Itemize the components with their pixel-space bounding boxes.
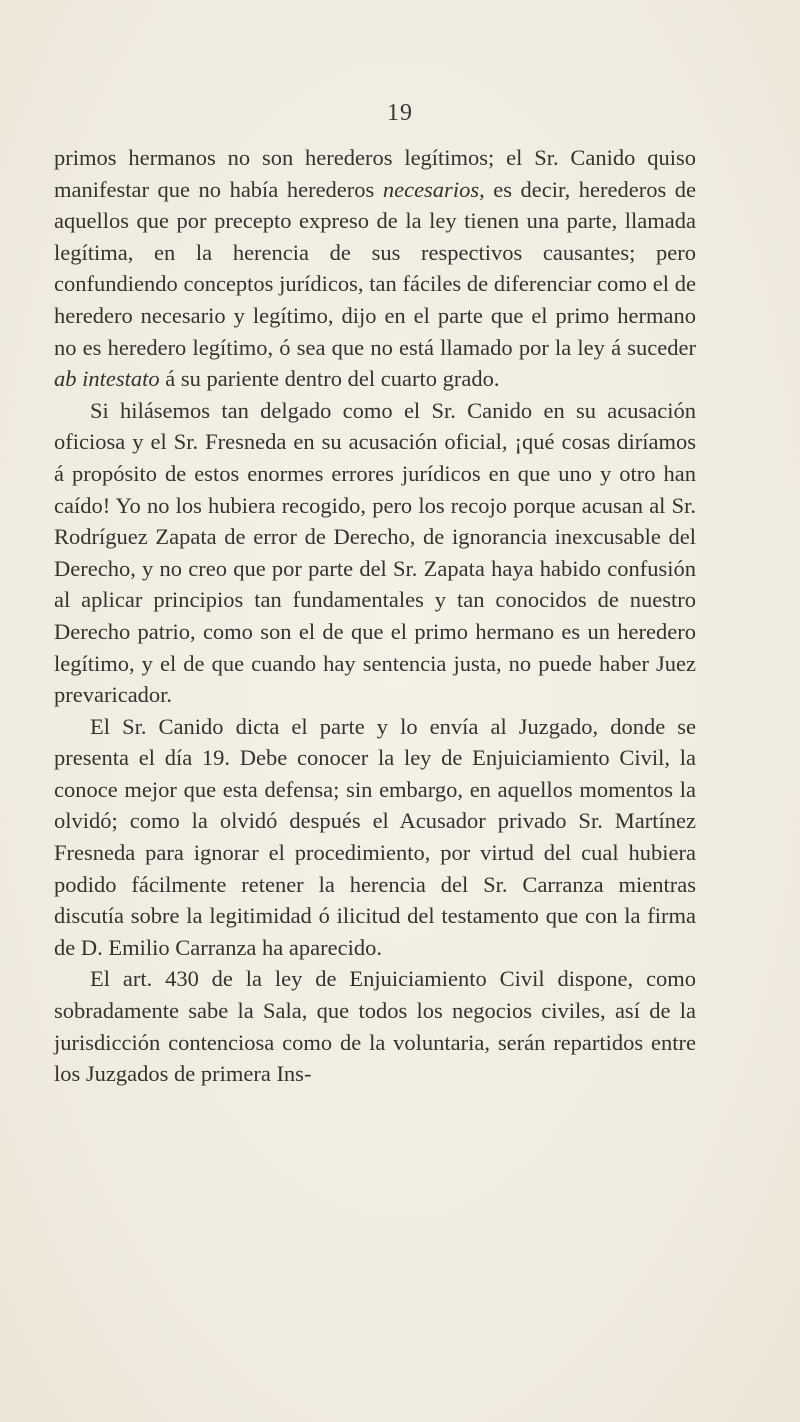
- page-number: 19: [387, 100, 413, 126]
- paragraph-1: [54, 142, 696, 395]
- paragraph-3: [54, 711, 696, 964]
- body-text: [54, 142, 696, 1090]
- italic-term-necesarios: necesarios: [382, 176, 480, 202]
- text-run: , es decir, herederos de aquellos que por precepto expreso de la ley tienen una parte, llamada legítima, en la herencia de sus respectivos causantes; pero confundiendo conceptos jurídicos, tan fáciles de diferenciar como el de heredero necesario y legítimo, dijo en el parte que el primo hermano no es heredero legítimo, ó sea que no está llamado por la ley á suceder: [54, 176, 696, 360]
- text-run: El art. 430 de la ley de Enjuiciamiento Civil dispone, como sobradamente sabe la Sala, que todos los negocios civiles, así de la jurisdicción contenciosa como de la voluntaria, serán repartidos entre los Juzgados de primera Ins-: [54, 966, 696, 1087]
- paragraph-4: [54, 963, 696, 1089]
- italic-term-ab-intestato: ab intestato: [54, 366, 160, 392]
- text-run: Si hilásemos tan delgado como el Sr. Canido en su acusación oficiosa y el Sr. Fresneda en su acusación oficial, ¡qué cosas diríamos á propósito de estos enormes errores jurídicos en que uno y otro han caído! Yo no los hubiera recogido, pero los recojo porque acusan al Sr. Rodríguez Zapata de error de Derecho, de ignorancia inexcusable del Derecho, y no creo que por parte del Sr. Zapata haya habido confusión al aplicar principios tan fundamentales y tan conocidos de nuestro Derecho patrio, como son el de que el primo hermano es un heredero legítimo, y el de que cuando hay sentencia justa, no puede haber Juez prevaricador.: [54, 397, 696, 708]
- paragraph-2: [54, 395, 696, 711]
- text-run: primos hermanos no son herederos legítimos; el Sr. Canido quiso manifestar que no había herederos: [54, 145, 696, 202]
- text-run: El Sr. Canido dicta el parte y lo envía al Juzgado, donde se presenta el día 19. Debe conocer la ley de Enjuiciamiento Civil, la conoce mejor que esta defensa; sin embargo, en aquellos momentos la olvidó; como la olvidó después el Acusador privado Sr. Martínez Fresneda para ignorar el procedimiento, por virtud del cual hubiera podido fácilmente retener la herencia del Sr. Carranza mientras discutía sobre la legitimidad ó ilicitud del testamento que con la firma de D. Emilio Carranza ha aparecido.: [54, 713, 696, 960]
- text-run: á su pariente dentro del cuarto grado.: [159, 366, 500, 392]
